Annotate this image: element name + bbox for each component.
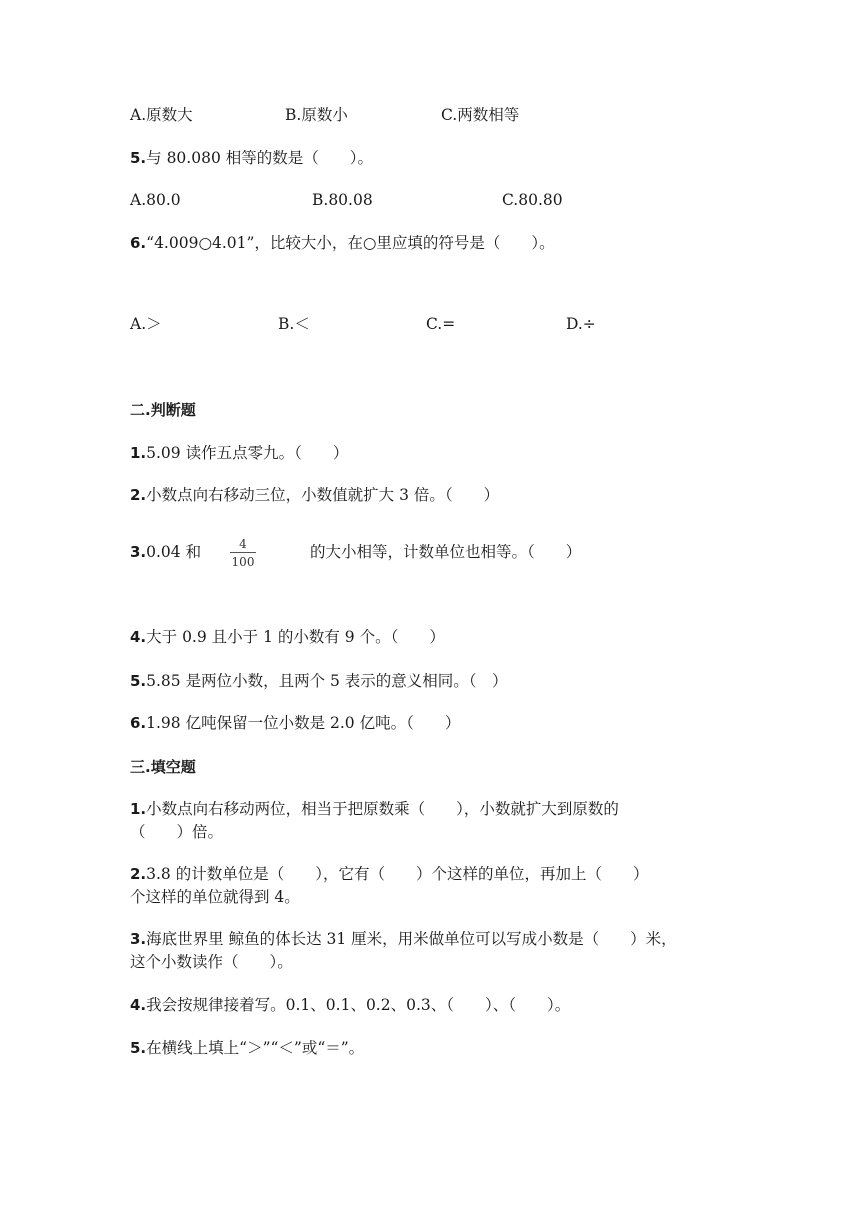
q6-option-b: B.＜ bbox=[278, 315, 310, 333]
question-text-line1: 在横线上填上“＞”“＜”或“＝”。 bbox=[146, 1039, 365, 1057]
question-text-after: 的大小相等，计数单位也相等。（ ） bbox=[310, 543, 582, 561]
question-text-line1: 3.8 的计数单位是（ ），它有（ ）个这样的单位，再加上（ ） bbox=[146, 865, 649, 883]
question-number: 5. bbox=[130, 1039, 147, 1057]
fill-question-3 bbox=[130, 932, 677, 948]
question-number: 5. bbox=[130, 149, 147, 167]
question-text: 大于 0.9 且小于 1 的小数有 9 个。（ ） bbox=[146, 628, 445, 646]
question-text: 5.85 是两位小数，且两个 5 表示的意义相同。（ ） bbox=[146, 672, 508, 690]
judge-question-3-after bbox=[310, 545, 581, 561]
question-number: 4. bbox=[130, 628, 147, 646]
question-text: 5.09 读作五点零九。（ ） bbox=[146, 444, 349, 462]
question-number: 3. bbox=[130, 930, 147, 948]
q5-option-b: B.80.08 bbox=[312, 191, 373, 209]
fill-question-1-line2: （ ）倍。 bbox=[130, 823, 224, 841]
q6-option-c: C.= bbox=[426, 315, 456, 333]
fraction-denominator: 100 bbox=[231, 555, 255, 569]
question-text-line1: 我会按规律接着写。0.1、0.1、0.2、0.3、（ ）、（ ）。 bbox=[146, 996, 571, 1014]
question-number: 3. bbox=[130, 543, 147, 561]
question-number: 4. bbox=[130, 996, 147, 1014]
q6-option-d: D.÷ bbox=[566, 315, 596, 333]
question-number: 5. bbox=[130, 672, 147, 690]
fill-question-3-line2: 这个小数读作（ ）。 bbox=[130, 953, 293, 971]
question-text: 1.98 亿吨保留一位小数是 2.0 亿吨。（ ） bbox=[146, 714, 461, 732]
fraction-4-over-100 bbox=[228, 538, 258, 568]
question-number: 1. bbox=[130, 444, 147, 462]
fill-question-2 bbox=[130, 867, 648, 883]
q6-option-a: A.＞ bbox=[130, 315, 162, 333]
section-title-judgement: 二.判断题 bbox=[130, 401, 196, 419]
question-number: 6. bbox=[130, 234, 147, 252]
question-number: 6. bbox=[130, 714, 147, 732]
q5-option-a: A.80.0 bbox=[130, 191, 181, 209]
fill-question-4 bbox=[130, 998, 570, 1014]
judge-question-1 bbox=[130, 446, 348, 462]
question-6 bbox=[130, 236, 555, 252]
question-number: 2. bbox=[130, 865, 147, 883]
question-text: “4.009○4.01”，比较大小，在○里应填的符号是（ ）。 bbox=[146, 234, 555, 252]
question-text: 小数点向右移动三位，小数值就扩大 3 倍。（ ） bbox=[146, 486, 500, 504]
question-text-line1: 海底世界里 鲸鱼的体长达 31 厘米，用米做单位可以写成小数是（ ）米， bbox=[146, 930, 677, 948]
question-text-before: 0.04 和 bbox=[146, 543, 202, 561]
q5-option-c: C.80.80 bbox=[502, 191, 563, 209]
question-text: 与 80.080 相等的数是（ ）。 bbox=[146, 149, 373, 167]
question-text-line1: 小数点向右移动两位，相当于把原数乘（ ），小数就扩大到原数的 bbox=[146, 800, 619, 818]
question-5 bbox=[130, 151, 373, 167]
fill-question-2-line2: 个这样的单位就得到 4。 bbox=[130, 888, 300, 906]
judge-question-2 bbox=[130, 488, 499, 504]
question-number: 2. bbox=[130, 486, 147, 504]
section-title-fill-in: 三.填空题 bbox=[130, 758, 196, 776]
judge-question-3 bbox=[130, 545, 201, 561]
judge-question-6 bbox=[130, 716, 460, 732]
question-number: 1. bbox=[130, 800, 147, 818]
q4-option-b: B.原数小 bbox=[285, 106, 348, 124]
fill-question-1 bbox=[130, 802, 619, 818]
judge-question-4 bbox=[130, 630, 445, 646]
judge-question-5 bbox=[130, 674, 508, 690]
q4-option-a: A.原数大 bbox=[130, 106, 193, 124]
fill-question-5 bbox=[130, 1041, 364, 1057]
q4-option-c: C.两数相等 bbox=[441, 106, 520, 124]
fraction-numerator: 4 bbox=[239, 537, 247, 551]
